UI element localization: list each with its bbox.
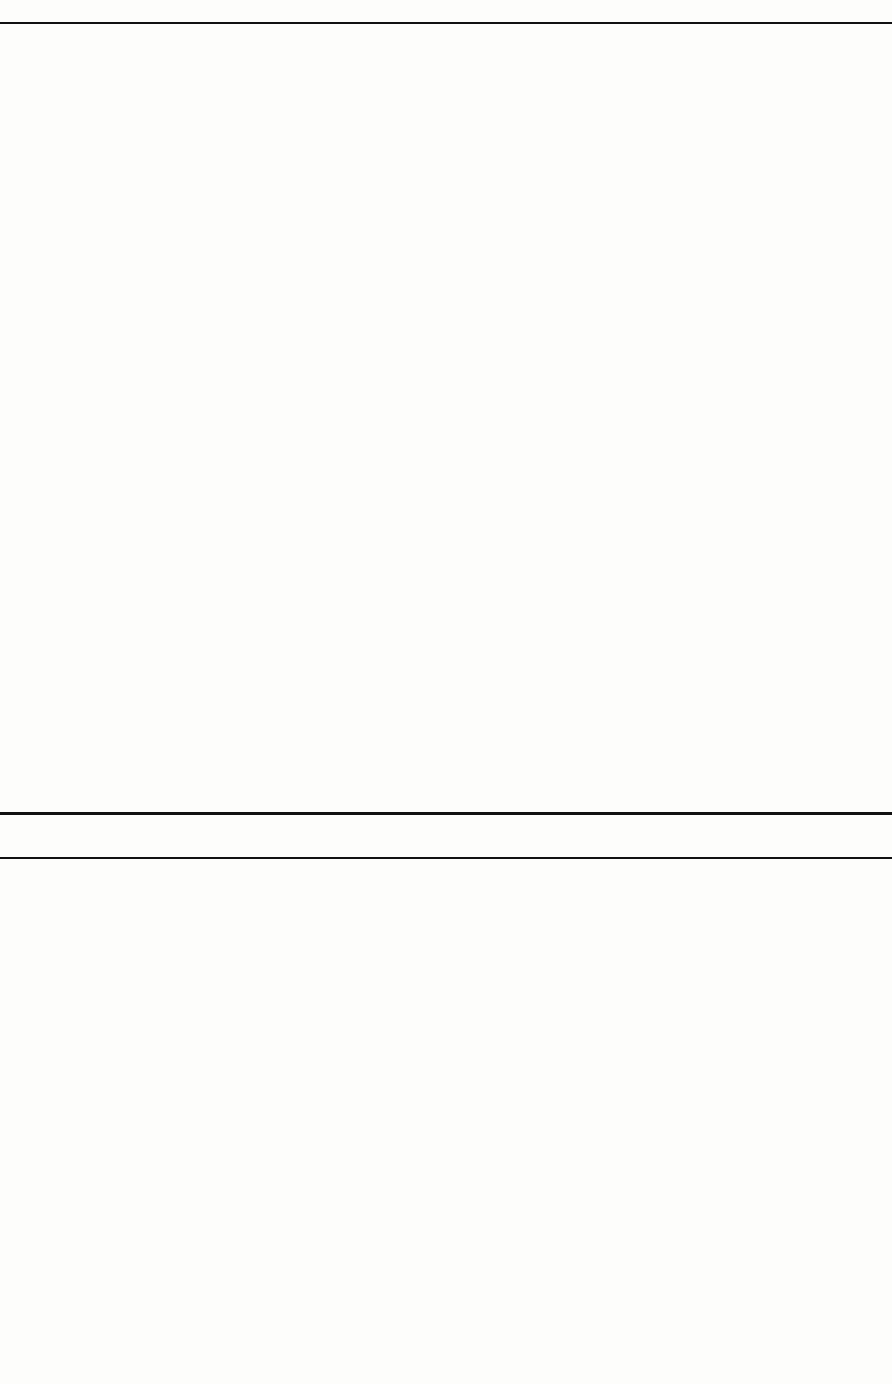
service-guide-section <box>0 856 892 1384</box>
help-wanted-section <box>0 24 892 810</box>
page-header <box>0 0 892 24</box>
home-service-guide-banner <box>0 812 892 859</box>
